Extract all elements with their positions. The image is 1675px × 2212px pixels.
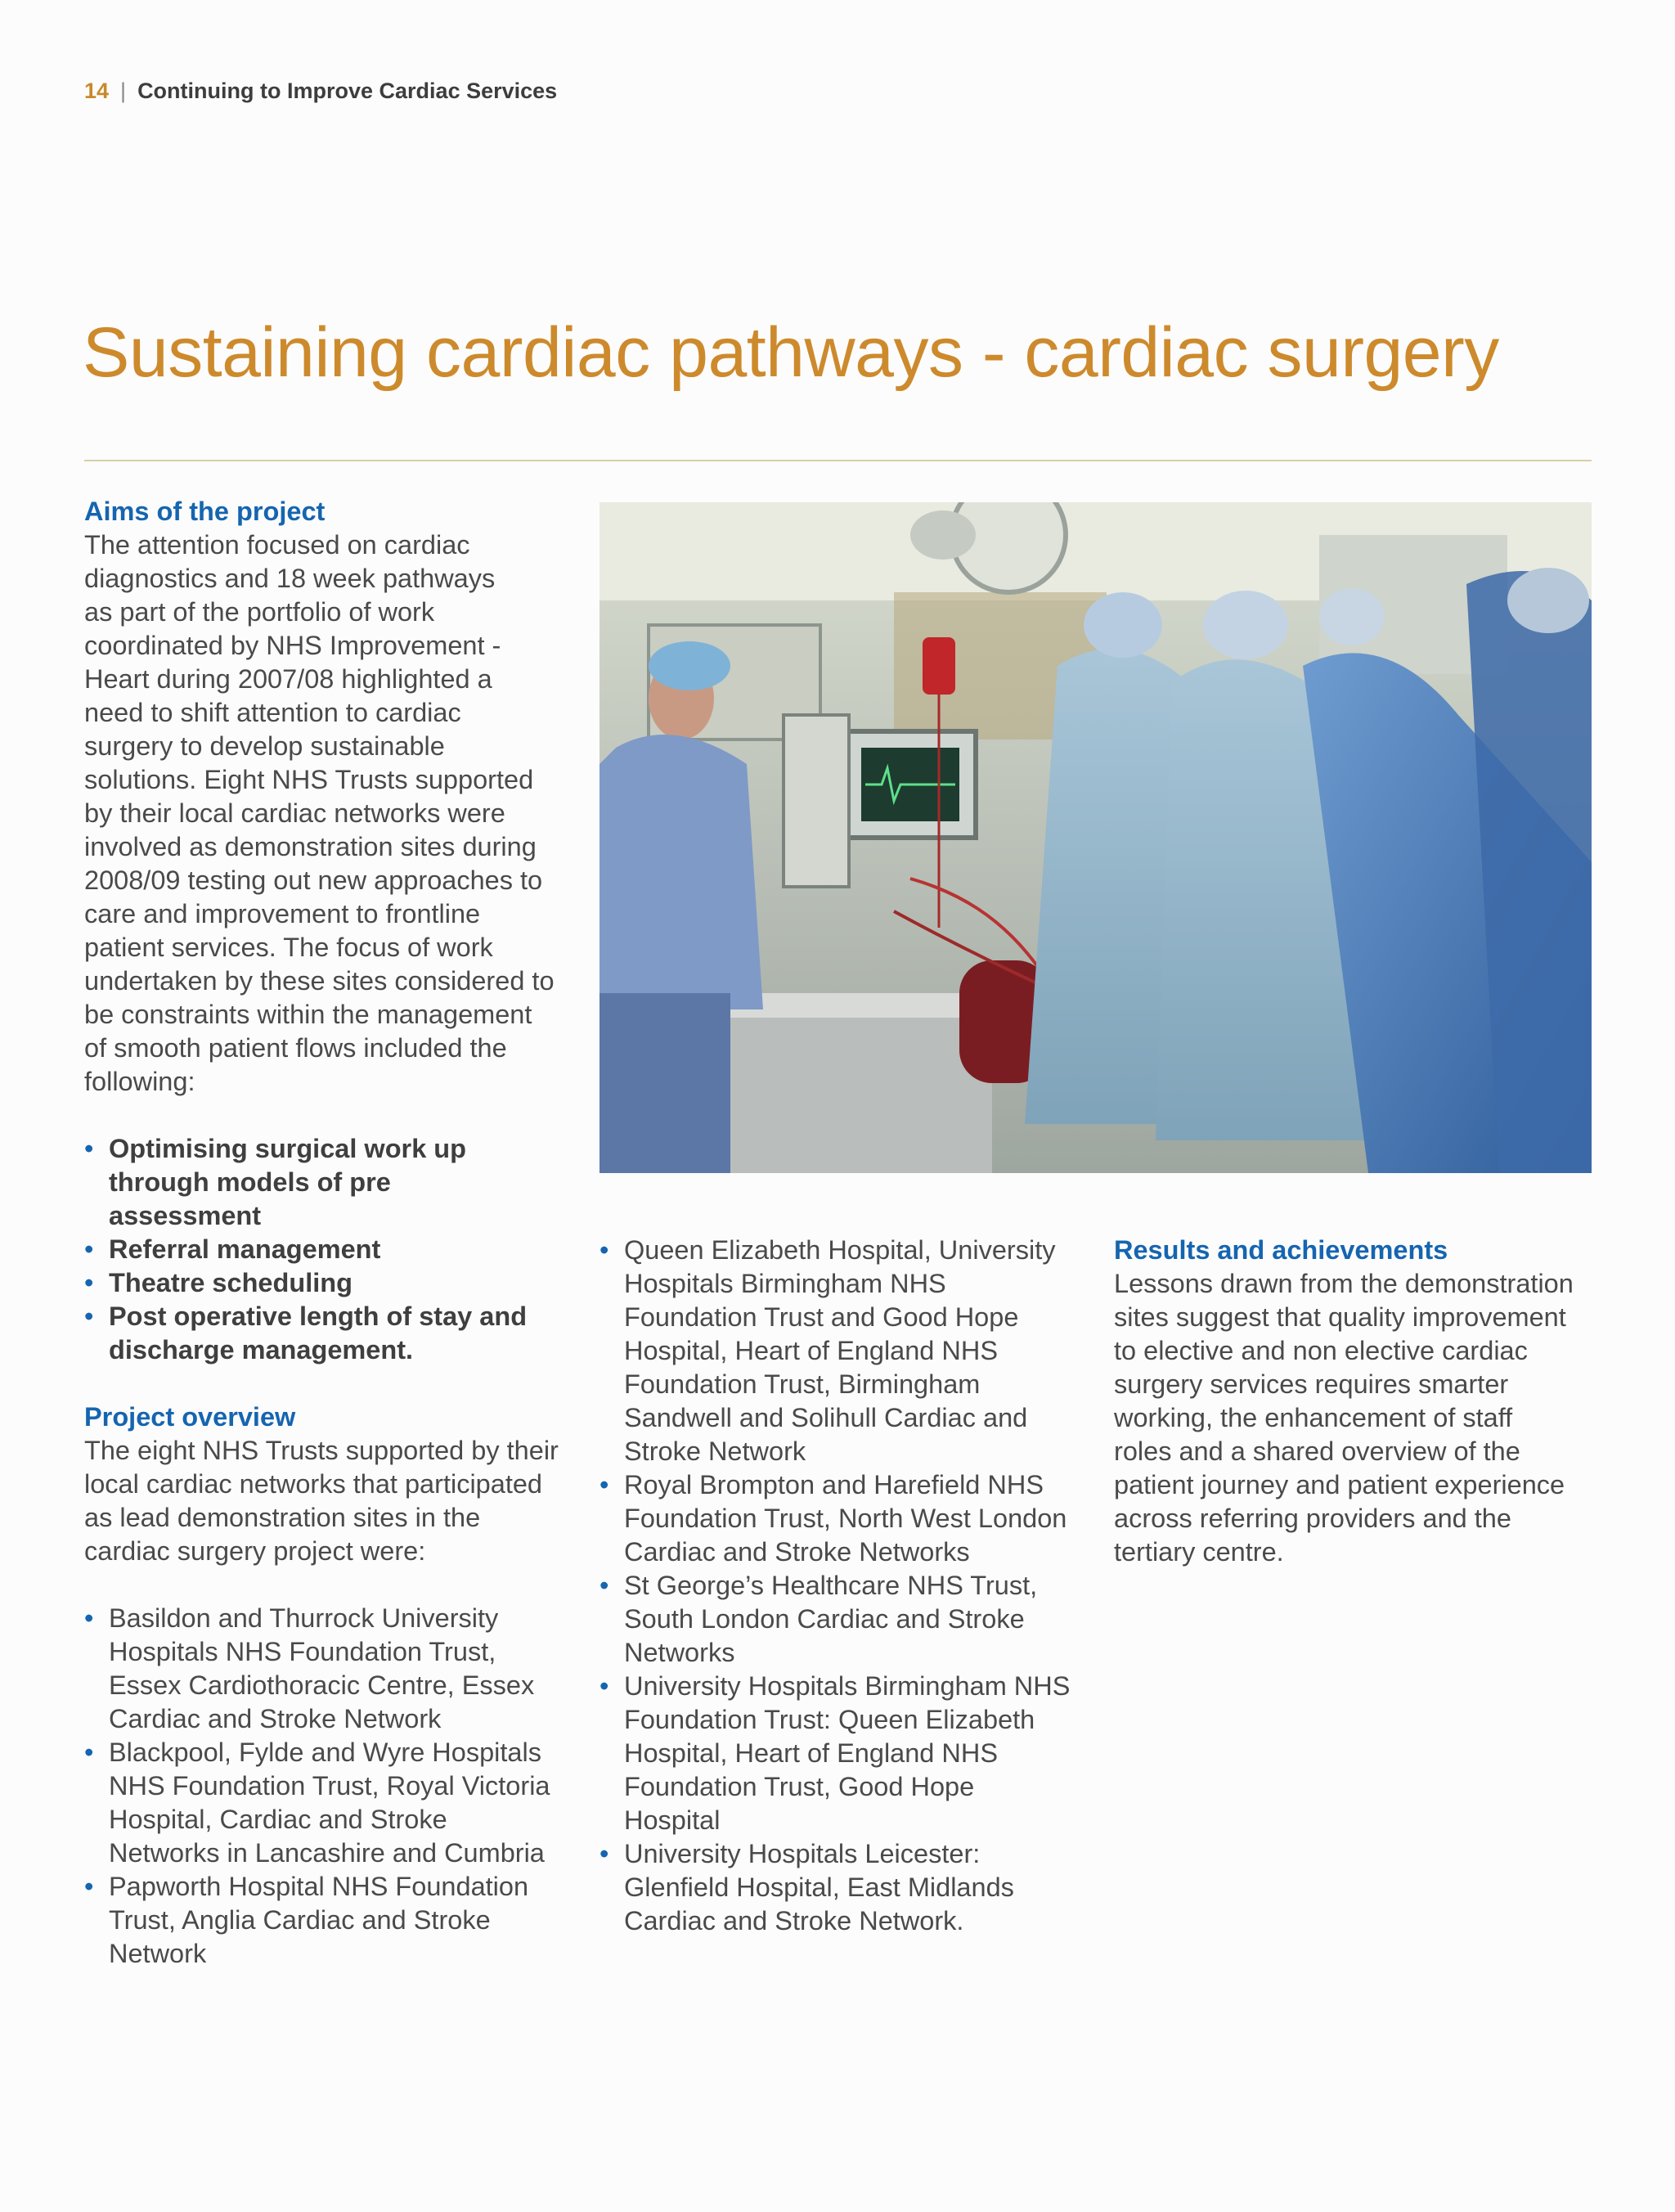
text-line: 2008/09 testing out new approaches to (84, 865, 543, 895)
list-item-line: Foundation Trust and Good Hope (624, 1302, 1019, 1332)
bullet-icon: • (599, 1671, 609, 1701)
text-line: coordinated by NHS Improvement - (84, 631, 501, 660)
list-item-line: Trust, Anglia Cardiac and Stroke (109, 1905, 491, 1935)
text-line: as lead demonstration sites in the (84, 1503, 481, 1532)
list-item-line: Cardiac and Stroke Networks (624, 1537, 970, 1567)
text-line: following: (84, 1067, 195, 1096)
list-item-line: St George’s Healthcare NHS Trust, (624, 1571, 1038, 1600)
text-line: sites suggest that quality improvement (1114, 1302, 1566, 1332)
bullet-icon: • (84, 1738, 94, 1767)
bullet-icon: • (599, 1235, 609, 1265)
list-item-line: University Hospitals Leicester: (624, 1839, 981, 1868)
text-line: by their local cardiac networks were (84, 798, 505, 828)
aims-paragraph (84, 528, 575, 1099)
list-item-line: Queen Elizabeth Hospital, University (624, 1235, 1056, 1265)
list-item-line: Papworth Hospital NHS Foundation (109, 1872, 529, 1901)
list-item-line: Foundation Trust, North West London (624, 1504, 1067, 1533)
title-divider (84, 460, 1592, 461)
results-heading: Results and achievements (1114, 1235, 1448, 1265)
list-item-line: Glenfield Hospital, East Midlands (624, 1873, 1014, 1902)
column-right (1114, 1234, 1605, 1569)
text-line: Heart during 2007/08 highlighted a (84, 664, 492, 694)
list-item-line: Basildon and Thurrock University (109, 1603, 499, 1633)
list-item (599, 1468, 1090, 1569)
bullet-icon: • (84, 1603, 94, 1633)
text-line: care and improvement to frontline (84, 899, 481, 928)
bullet-icon: • (84, 1234, 94, 1264)
list-item-line: discharge management. (109, 1335, 414, 1365)
trust-list-left (84, 1602, 575, 1971)
text-line: as part of the portfolio of work (84, 597, 435, 627)
list-item-line: Cardiac and Stroke Network. (624, 1906, 964, 1936)
bullet-icon: • (84, 1134, 94, 1163)
bullet-icon: • (599, 1470, 609, 1499)
text-line: The attention focused on cardiac (84, 530, 470, 560)
text-line: undertaken by these sites considered to (84, 966, 555, 996)
bullet-icon: • (599, 1571, 609, 1600)
list-item-line: Hospital, Heart of England NHS (624, 1336, 999, 1365)
overview-paragraph (84, 1434, 575, 1568)
bullet-icon: • (84, 1872, 94, 1901)
list-item-line: Sandwell and Solihull Cardiac and (624, 1403, 1028, 1432)
text-line: solutions. Eight NHS Trusts supported (84, 765, 534, 794)
surgery-photo (599, 502, 1592, 1173)
page-title: Sustaining cardiac pathways - cardiac surgery (83, 313, 1499, 392)
list-item-line: Optimising surgical work up (109, 1134, 467, 1163)
bullet-icon: • (84, 1268, 94, 1297)
list-item-line: Networks (624, 1638, 735, 1667)
list-item (84, 1266, 575, 1300)
text-line: surgery services requires smarter (1114, 1369, 1509, 1399)
list-item-line: Cardiac and Stroke Network (109, 1704, 442, 1733)
text-line: working, the enhancement of staff (1114, 1403, 1513, 1432)
column-left (84, 495, 575, 1971)
list-item-line: South London Cardiac and Stroke (624, 1604, 1025, 1634)
list-item-line: Post operative length of stay and (109, 1302, 528, 1331)
list-item-line: Blackpool, Fylde and Wyre Hospitals (109, 1738, 541, 1767)
list-item-line: Hospital, Heart of England NHS (624, 1738, 999, 1768)
list-item-line: Hospitals Birmingham NHS (624, 1269, 946, 1298)
text-line: to elective and non elective cardiac (1114, 1336, 1528, 1365)
list-item-line: Royal Brompton and Harefield NHS (624, 1470, 1044, 1499)
text-line: be constraints within the management (84, 1000, 532, 1029)
list-item (84, 1132, 575, 1233)
list-item-line: assessment (109, 1201, 262, 1230)
list-item-line: Theatre scheduling (109, 1268, 353, 1297)
list-item-line: Stroke Network (624, 1436, 806, 1466)
text-line: local cardiac networks that participated (84, 1469, 543, 1499)
list-item (599, 1569, 1090, 1670)
list-item-line: Hospitals NHS Foundation Trust, (109, 1637, 496, 1666)
text-line: The eight NHS Trusts supported by their (84, 1436, 559, 1465)
text-line: tertiary centre. (1114, 1537, 1284, 1567)
text-line: diagnostics and 18 week pathways (84, 564, 496, 593)
column-middle (599, 1234, 1090, 1938)
list-item-line: Foundation Trust, Good Hope (624, 1772, 975, 1801)
list-item-line: Network (109, 1939, 207, 1968)
text-line: patient services. The focus of work (84, 933, 493, 962)
overview-heading: Project overview (84, 1402, 296, 1432)
list-item-line: Foundation Trust, Birmingham (624, 1369, 981, 1399)
page-number: 14 (84, 79, 110, 103)
list-item-line: University Hospitals Birmingham NHS (624, 1671, 1071, 1701)
header-separator: | (120, 79, 127, 103)
text-line: roles and a shared overview of the (1114, 1436, 1520, 1466)
results-paragraph (1114, 1267, 1605, 1569)
list-item (599, 1670, 1090, 1837)
list-item (84, 1300, 575, 1367)
text-line: involved as demonstration sites during (84, 832, 537, 861)
text-line: patient journey and patient experience (1114, 1470, 1565, 1499)
list-item-line: NHS Foundation Trust, Royal Victoria (109, 1771, 550, 1801)
aims-bullet-list (84, 1132, 575, 1367)
list-item (599, 1234, 1090, 1468)
list-item-line: Hospital, Cardiac and Stroke (109, 1805, 447, 1834)
list-item-line: Essex Cardiothoracic Centre, Essex (109, 1670, 535, 1700)
text-line: of smooth patient flows included the (84, 1033, 507, 1063)
bullet-icon: • (84, 1302, 94, 1331)
text-line: cardiac surgery project were: (84, 1536, 426, 1566)
list-item-line: Hospital (624, 1805, 721, 1835)
list-item (84, 1736, 575, 1870)
list-item (599, 1837, 1090, 1938)
aims-heading: Aims of the project (84, 497, 326, 526)
list-item-line: Networks in Lancashire and Cumbria (109, 1838, 545, 1868)
list-item-line: through models of pre (109, 1167, 391, 1197)
text-line: surgery to develop sustainable (84, 731, 445, 761)
bullet-icon: • (599, 1839, 609, 1868)
list-item (84, 1870, 575, 1971)
trust-list-middle (599, 1234, 1090, 1938)
list-item (84, 1602, 575, 1736)
text-line: across referring providers and the (1114, 1504, 1511, 1533)
list-item-line: Foundation Trust: Queen Elizabeth (624, 1705, 1035, 1734)
running-header (84, 79, 557, 104)
list-item-line: Referral management (109, 1234, 381, 1264)
text-line: need to shift attention to cardiac (84, 698, 461, 727)
running-title: Continuing to Improve Cardiac Services (137, 79, 558, 103)
text-line: Lessons drawn from the demonstration (1114, 1269, 1574, 1298)
list-item (84, 1233, 575, 1266)
